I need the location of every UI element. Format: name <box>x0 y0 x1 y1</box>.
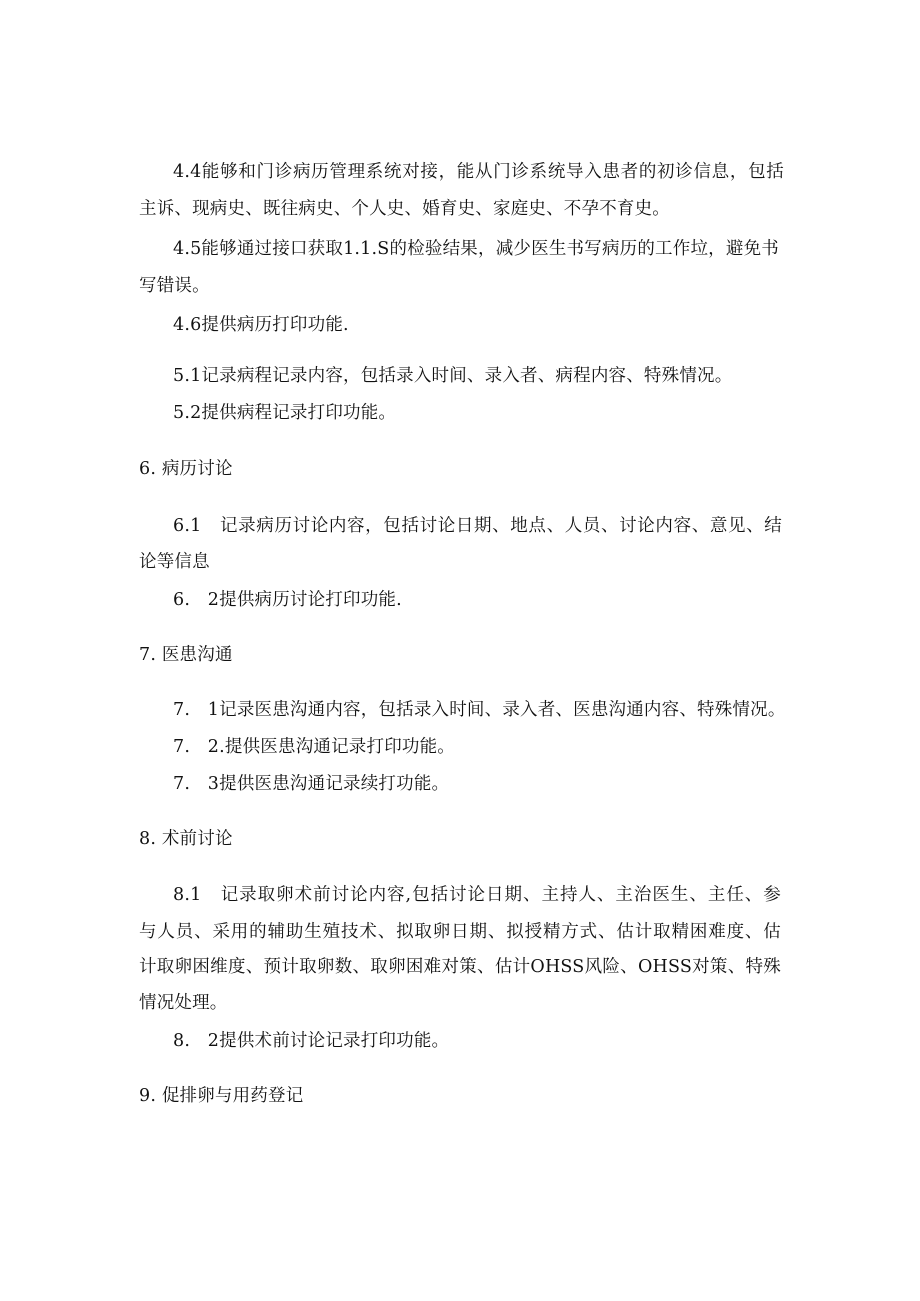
section-heading-7: 7. 医患沟通 <box>139 645 233 665</box>
paragraph-7-1: 7. 1记录医患沟通内容，包括录入时间、录入者、医患沟通内容、特殊情况。 <box>173 700 786 720</box>
paragraph-4-5-line-1: 4.5能够通过接口获取1.1.S的检验结果，减少医生书写病历的工作垃，避免书 <box>173 239 779 259</box>
paragraph-8-2: 8. 2提供术前讨论记录打印功能。 <box>173 1031 450 1051</box>
paragraph-8-1-line-4: 情况处理。 <box>139 993 228 1013</box>
paragraph-8-1-line-3: 计取卵困维度、预计取卵数、取卵困难对策、估计OHSS风险、OHSS对策、特殊 <box>139 957 781 977</box>
section-heading-9: 9. 促排卵与用药登记 <box>139 1086 304 1106</box>
paragraph-5-1: 5.1记录病程记录内容，包括录入时间、录入者、病程内容、特殊情况。 <box>173 366 733 386</box>
paragraph-7-3: 7. 3提供医患沟通记录续打功能。 <box>173 774 450 794</box>
paragraph-6-2: 6. 2提供病历讨论打印功能. <box>173 590 402 610</box>
paragraph-4-4-line-2: 主诉、现病史、既往病史、个人史、婚育史、家庭史、不孕不育史。 <box>139 199 670 219</box>
section-heading-6: 6. 病历讨论 <box>139 459 233 479</box>
paragraph-4-4-line-1: 4.4能够和门诊病历管理系统对接，能从门诊系统导入患者的初诊信息，包括 <box>173 162 784 182</box>
paragraph-6-1-line-1: 6.1 记录病历讨论内容，包括讨论日期、地点、人员、讨论内容、意见、结 <box>173 516 782 536</box>
paragraph-4-5-line-2: 写错误。 <box>139 276 210 296</box>
paragraph-8-1-line-2: 与人员、采用的辅助生殖技术、拟取卵日期、拟授精方式、估计取精困难度、估 <box>139 922 781 942</box>
paragraph-8-1-line-1: 8.1 记录取卵术前讨论内容,包括讨论日期、主持人、主治医生、主任、参 <box>173 885 781 905</box>
paragraph-7-2: 7. 2.提供医患沟通记录打印功能。 <box>173 737 455 757</box>
paragraph-4-6: 4.6提供病历打印功能. <box>173 315 349 335</box>
paragraph-5-2: 5.2提供病程记录打印功能。 <box>173 403 397 423</box>
section-heading-8: 8. 术前讨论 <box>139 829 233 849</box>
paragraph-6-1-line-2: 论等信息 <box>139 552 210 572</box>
